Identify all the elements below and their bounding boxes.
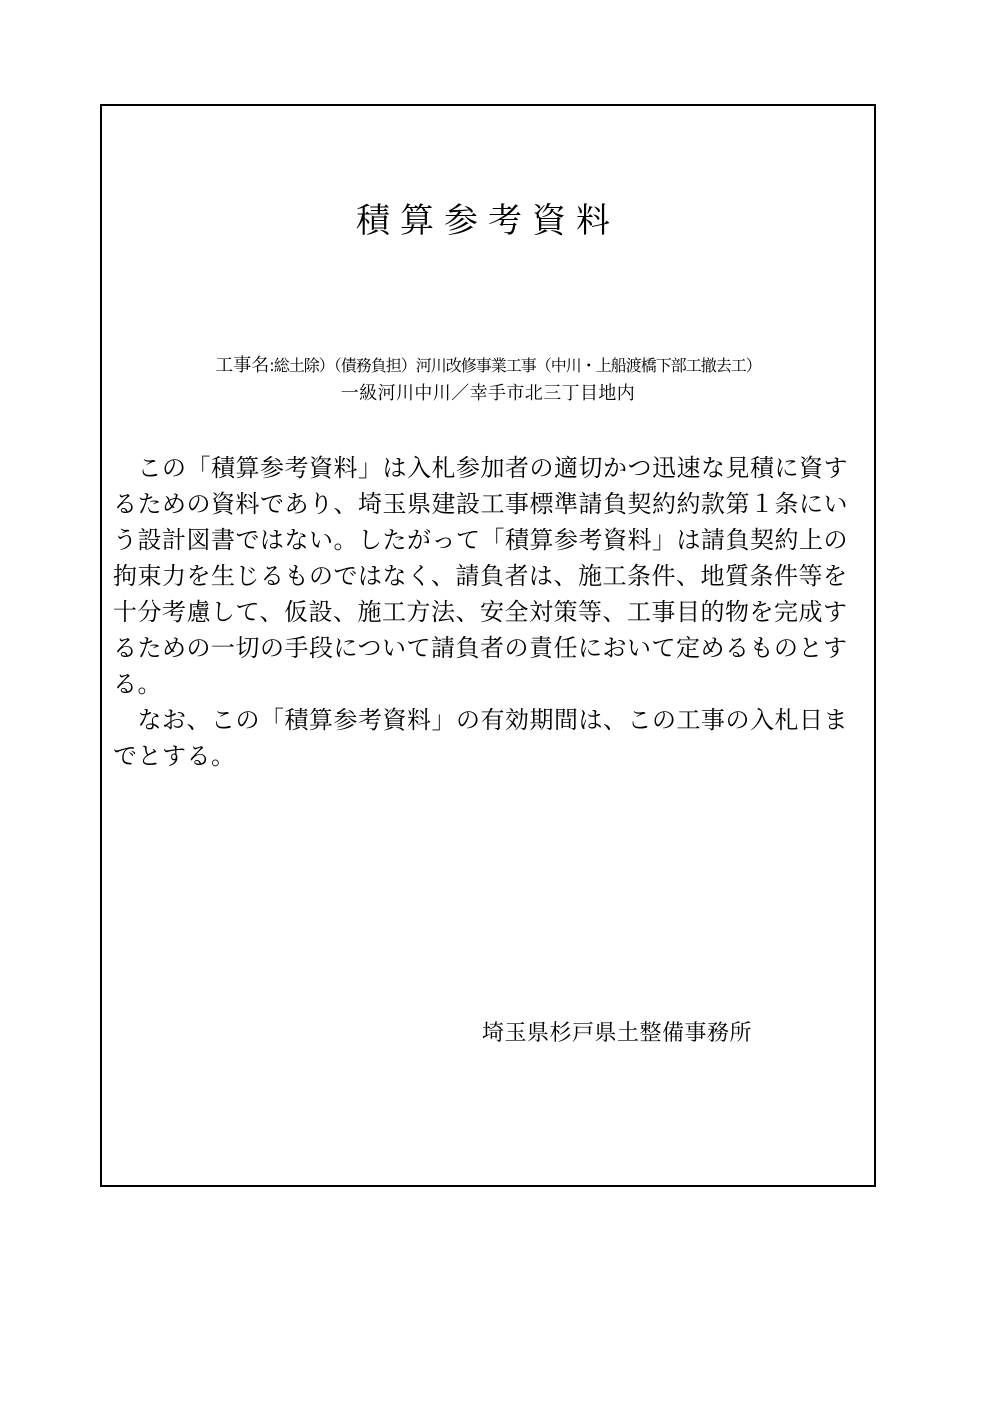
project-location: 一級河川中川／幸手市北三丁目地内 xyxy=(340,383,636,404)
project-label: 工事名 xyxy=(215,355,270,376)
notice-paragraph-1: この「積算参考資料」は入札参加者の適切かつ迅速な見積に資するための資料であり、埼玉県建設工事標準請負契約約款第１条にいう設計図書ではない。したがって「積算参考資料」は請負契約上の拘束力を生じるものではなく、請負者は、施工条件、地質条件等を十分考慮して、仮設、施工方法、安全対策等、工事目的物を完成するための一切の手段について請負者の責任において定めるものとする。 xyxy=(113,454,848,698)
notice-body xyxy=(113,450,869,774)
issuer-office: 埼玉県杉戸県土整備事務所 xyxy=(482,1021,753,1046)
document-title: 積算参考資料 xyxy=(356,201,620,241)
document-frame xyxy=(100,104,876,1187)
project-name-line xyxy=(102,352,874,380)
notice-paragraph-2: なお、この「積算参考資料」の有効期間は、この工事の入札日までとする。 xyxy=(113,706,848,770)
project-name: 総土除）（債務負担）河川改修事業工事（中川・上船渡橋下部工撤去工） xyxy=(273,356,761,375)
project-info xyxy=(102,352,874,408)
project-separator: : xyxy=(269,356,274,375)
